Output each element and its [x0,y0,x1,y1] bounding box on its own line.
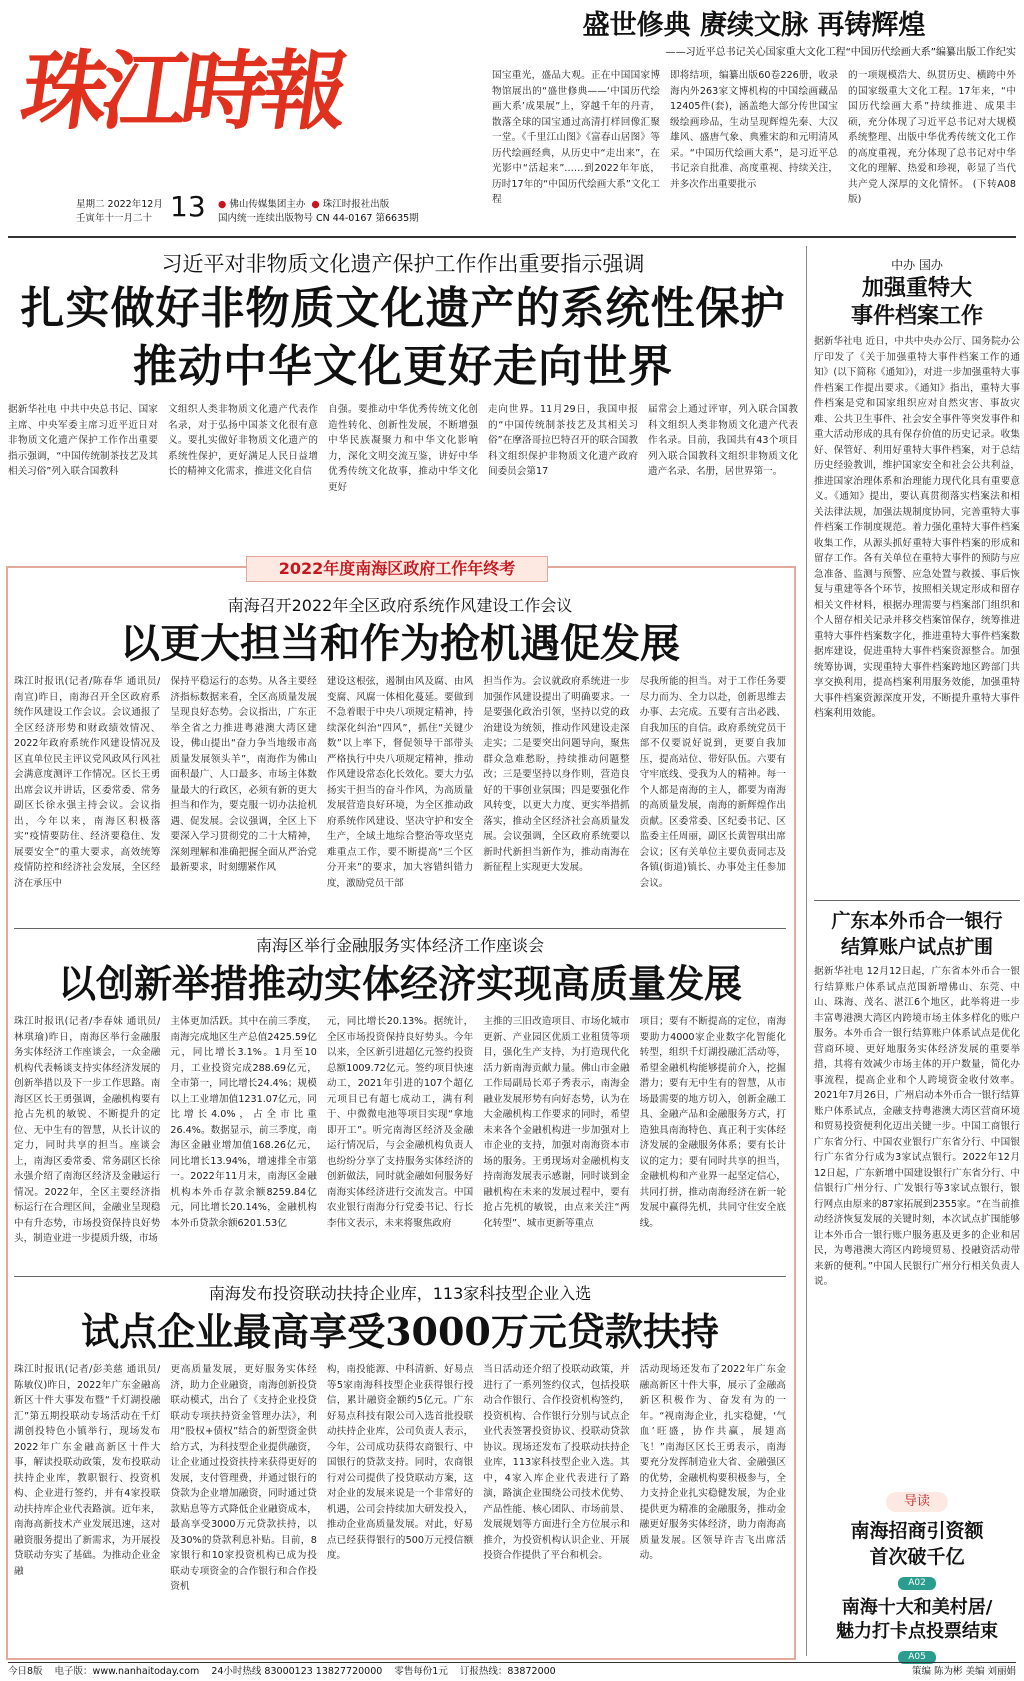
lead-title-2: 推动中华文化更好走向世界 [133,341,673,392]
guide-item-1-page: A02 [898,1577,936,1590]
right-article-2 [814,908,1020,1522]
story-2-col-1: 珠江时报讯(记者/李春妹 通讯员/林琪瑜)昨日，南海区举行金融服务实体经济工作座谈会，一众金融机构代表畅谈支持实体经济发展的创新举措以及下一步工作思路。南海区区长王勇强调，金融机构要有抢占先机的敏锐、不断提升的定位、无中生有的智慧，从长计议的定力，同时共享的担当。座谈会上，南海区委常委、常务副区长徐永强介绍了南海区经济及金融运行情况。2022年，全区主要经济指标运行在合理区间，金融业呈现稳中有升态势，市场投资保持良好势头，制造业进一步提质升级，市场 [14,1016,161,1244]
lead-title-1: 扎实做好非物质文化遗产的系统性保护 [20,283,786,334]
footer-website[interactable]: 电子版：www.nanhaitoday.com [54,1666,200,1677]
footer-editors: 策编 陈为彬 美编 刘丽娟 [911,1666,1016,1677]
footer-pages: 今日8版 [8,1666,43,1677]
top-story-col-2: 即将结项，编纂出版60卷226册，收录海内外263家文博机构的中国绘画藏品12405件(套)，涵盖绝大部分传世国宝级绘画珍品，生动呈现辉煌先秦、大汉雄风、盛唐气象、典雅宋韵和元明清风采。“中国历代绘画大系”，是习近平总书记亲自批准、高度重视、持续关注，并多次作出重要批示 [670,70,838,190]
date-block [76,198,163,226]
sponsor-logo-icon: ● [218,199,227,210]
right-article-1-text: 据新华社电 近日，中共中央办公厅、国务院办公厅印发了《关于加强重特大事件档案工作的通知》(以下简称《通知》)，对进一步加强重特大事件档案工作提出要求。《通知》指出，重特大事件档案是党和国家组织应对自然灾害、事故灾难、公共卫生事件、社会安全事件等突发事件和重大活动形成的具有保存价值的历史记录。收集好、保管好、利用好重特大事件档案，对于总结历史经验教训，维护国家安全和社会公共利益，推进国家治理体系和治理能力现代化具有重要意义。《通知》提出，要认真贯彻落实档案法和相关法律法规，加强法规制度协同，完善重特大事件档案工作制度规范。着力强化重特大事件档案收集工作，从源头抓好重特大事件档案的形成和留存工作。各有关单位在重特大事件的预防与应急准备、监测与预警、应急处置与救援、事后恢复与重建等各个环节，按照相关规定形成和留存相关文件材料，根据办理需要与档案部门组织和个人留存相关记录并移交档案馆保存，统筹推进重特大事件档案数字化，推进重特大事件档案数据库建设，促进重特大事件档案资源整合。加强统筹协调，实现重特大事件档案跨地区跨部门共享交换利用，提高档案利用服务效能，加强重特大事件档案资源深度开发，不断提升重特大事件档案利用效能。 [814,336,1020,719]
story-2 [14,934,786,1262]
sponsor-1: 佛山传媒集团主办 [229,199,306,210]
story-1-title: 以更大担当和作为抢机遇促发展 [120,620,680,667]
story-2-col-2: 主体更加活跃。其中在前三季度，南海完成地区生产总值2425.59亿元，同比增长3.1%。1月至10月，工业投资完成288.69亿元，全市第一，同比增长24.4%；规模以上工业增加值1231.07亿元，同比增长4.0%，占全市比重26.4%。数据显示，前三季度，南海区金融业增加值168.26亿元，同比增长13.94%，增速排全市第一。2022年11月末，南海区金融机构本外币存款余额8259.84亿元，同比增长20.14%，金融机构本外币贷款余额6201.53亿 [170,1016,317,1229]
sponsor-block [218,198,488,226]
guide-item-2-title-1: 南海十大和美村居/ [841,1597,993,1618]
footer [8,1665,1016,1679]
story-3-kicker: 南海发布投资联动扶持企业库，113家科技型企业入选 [208,1284,592,1303]
story-2-col-5: 项目；要有不断提高的定位，南海要助力4000家企业数字化智能化转型，组织千灯湖投融汇活动等，希望金融机构能够提前介入，挖掘潜力；要有无中生有的智慧，从市场最需要的地方切入，创新金融工具、金融产品和金融服务方式，打造独具南海特色、真正利于实体经济发展的金融服务体系；要有长计议的定力；要有同时共享的担当，金融机构和产业界一起坚定信心，共同打拼，推动南海经济在新一轮发展中赢得先机，共同守住安全底线。 [639,1016,787,1229]
story-1-kicker: 南海召开2022年全区政府系统作风建设工作会议 [227,596,573,615]
guide-item-1-title-1: 南海招商引资额 [850,1520,984,1542]
right-divider-1 [814,900,1020,901]
top-story-col-3 [848,68,1016,223]
right-article-2-text: 据新华社电 12月12日起，广东省本外币合一银行结算账户体系试点范围新增佛山、东莞、中山、珠海、茂名、湛江6个地区，此举将进一步丰富粤港澳大湾区内跨境市场主体多样化的账户服务。本外币合一银行结算账户体系试点是优化营商环境、更好地服务实体经济发展的重要举措，其将有效减少市场主体的开户数量，简化办事流程，提高企业和个人跨境资金收付效率。2021年7月26日，广州启动本外币合一银行结算账户体系试点，金融支持粤港澳大湾区营商环境和贸易投资便利化迈出关键一步。中国工商银行广东省分行、中国农业银行广东省分行、中国银行广东省分行成为3家试点银行。2022年12月12日起，广东新增中国建设银行广东省分行、中信银行广州分行、广发银行等3家试点银行，银行网点由原来的87家拓展到2355家。“在当前推动经济恢复发展的关键时刻，本次试点扩围能够让本外币合一银行账户服务惠及更多的企业和居民，为粤港澳大湾区内跨境贸易、投融资活动带来新的便利。”中国人民银行广州分行相关负责人说。 [814,966,1020,1287]
special-label-text: 2022年度南海区政府工作年终考 [278,559,516,578]
story-divider-1 [14,928,786,929]
right-article-1-title-1: 加强重特大 [861,275,972,301]
masthead-divider [8,236,1016,238]
newspaper-logo [15,42,349,142]
guide-item-2[interactable] [814,1596,1020,1664]
top-story [492,8,1016,232]
story-3-col-3: 构，南投能源、中科清新、好易点等5家南海科技型企业获得银行授信，累计融资金额约5亿元。广东好易点科技有限公司入选首批投联动扶持企业库，公司负责人表示，今年，公司成功获得农商银行、中国银行的贷款支持。同时，农商银行对公司提供了投贷联动方案，这对企业的发展来说是一个非常好的机遇，公司会持续加大研发投入，推动企业高质量发展。对此，好易点已经获得银行的500万元授信额度。 [326,1364,474,1561]
story-divider-2 [14,1276,786,1277]
masthead [14,6,488,232]
footer-hotline: 24小时热线 83000123 13827720000 [211,1666,383,1677]
guide-item-1[interactable] [814,1518,1020,1590]
jump-link[interactable]: (下转A08版) [848,178,1016,205]
guide-item-1-title-2: 首次破千亿 [869,1546,965,1568]
story-3-col-1: 珠江时报讯(记者/彭美慈 通讯员/陈敏仪)昨日，2022年广东金融高新区十件大事发布暨“千灯湖投融汇”第五期投联动专场活动在千灯湖创投特色小镇举行，现场发布2022年广东金融高新区十件大事，解读投联动政策，发布投联动扶持企业库，教职银行、投资机构、企业进行签约，并有4家投联动扶持库企业代表路演。近年来，南海高新技术产业发展迅速，这对融资服务提出了新需求，为开展投贷联动夯实了基础。为推动企业金融 [14,1364,161,1577]
top-story-col-3-text: 的一项规模浩大、纵贯历史、横跨中外的国家级重大文化工程。17年来，“中国历代绘画大系”持续推进、成果丰硕，充分体现了习近平总书记对大规模系统整理、出版中华优秀传统文化工作的高度重视，充分体现了总书记对中华文化的理解、热爱和珍视，彰显了当代共产党人深厚的文化情怀。 [848,70,1016,190]
story-1-col-3: 建设这根弦，遏制由风及腐、由风变腐、风腐一体相化蔓延。要做到不急着眼于中央八项规定精神，持续深化纠治“四风”，抓住“关键少数”以上率下，督促领导干部带头严格执行中央八项规定精神，推动作风建设常态化长效化。要大力弘扬实干担当的奋斗作风，为高质量发展营造良好环境，为全区推动政府系统作风建设、坚决守护和安全生产，全域土地综合整治等攻坚克难重点工作，要不断提高“三个区分开来”的要求，加大容错纠错力度，激励党员干部 [326,676,474,889]
story-3-col-2: 更高质量发展，更好服务实体经济，助力企业融资，南海创新投贷联动模式，出台了《支持企业投贷联动专项扶持资金管理办法》，利用“股权+债权”结合的新型资金供给方式，为科技型企业提供融资，让企业通过投资扶持来获得更好的发展，支付管理费，并通过银行的贷款为企业增加融资，同时通过贷款贴息等方式降低企业融资成本，最高享受3000万元贷款扶持，以及30%的贷款利息补贴。目前，8家银行和10家投资机构已成为投联动专项资金的合作银行和合作投资机 [170,1364,317,1592]
story-1 [14,594,786,914]
story-1-col-1: 珠江时报讯(记者/陈春华 通讯员/南宣)昨日，南海召开全区政府系统作风建设工作会议。会议通报了全区经济形势和财政绩效情况、2022年政府系统作风建设情况及区直单位民主评议党风政风行风社会满意度测评工作情况。区长王勇出席会议并讲话，区委常委、常务副区长徐永强主持会议。会议指出，今年以来，南海区积极落实“疫情要防住、经济要稳住、发展要安全”的重大要求，高效统筹疫情防控和经济社会发展，全区经济在承压中 [14,676,161,889]
right-article-2-title-1: 广东本外币合一银行 [831,910,1003,932]
story-3-col-5: 活动现场还发布了2022年广东金融高新区十件大事，展示了金融高新区积极作为、奋发有为的一年。“视南海企业，扎实稳健，‘气血’旺盛，协作共赢，展翅高飞！”南海区区长王勇表示，南海要充分发挥制造业大省、金融强区的优势，金融机构要积极参与，全力支持企业扎实稳健发展，为企业提供更为精准的金融服务，推动金融更好服务实体经济，助力南海高质量发展。区领导许吉飞出席活动。 [639,1364,787,1561]
guide-label: 导读 [886,1492,948,1512]
lunar-date: 壬寅年十一月二十 [76,213,153,224]
story-3-col-4: 当日活动还介绍了投联动政策，并进行了一系列签约仪式，包括投联动合作银行、合作投资机构签约，投资机构、合作银行分别与试点企业代表签署投资协议、投联动贷款协议。现场还发布了投联动扶持企业库，113家科技型企业入选。其中，4家入库企业代表进行了路演，路演企业围绕公司技术优势、产品性能、核心团队、市场前景、发展规划等方面进行全方位展示和推介，为投资机构认识企业、开展投资合作提供了平台和机会。 [483,1364,630,1561]
story-2-title: 以创新举措推动实体经济实现高质量发展 [57,961,742,1006]
lead-col-1: 据新华社电 中共中央总书记、国家主席、中央军委主席习近平近日对非物质文化遗产保护工作作出重要指示强调，“中国传统制茶技艺及其相关习俗”列入联合国教科 [8,404,158,477]
lead-col-2: 文组织人类非物质文化遗产代表作名录，对于弘扬中国茶文化很有意义。要扎实做好非物质文化遗产的系统性保护，更好满足人民日益增长的精神文化需求，推进文化自信 [168,404,318,477]
lead-col-3: 自强。要推动中华优秀传统文化创造性转化、创新性发展，不断增强中华民族凝聚力和中华文化影响力，深化文明交流互鉴，讲好中华优秀传统文化故事，推动中华文化更好 [328,404,478,493]
story-1-col-5: 尽我所能的担当。对于工作任务要尽力而为、全力以赴，创新思维去办事、去完成。五要有言出必践、自我加压的自信。政府系统党员干部不仅要说好说到，更要自我加压，提高站位、带好队伍。六要有守牢底线、受我为人的精神。每一个人都是南海的主人，都要为南海的高质量发展，南海的新辉煌作出贡献。区委常委、区纪委书记、区监委主任周丽，副区长黄智琪出席会议；区有关单位主要负责同志及各镇(街道)镇长、办事处主任参加会议。 [639,676,787,889]
footer-price: 零售每份1元 [394,1666,448,1677]
logo-text: 珠江時報 [14,41,350,142]
top-story-col-1: 国宝重光，盛品大观。正在中国国家博物馆展出的“盛世修典——‘中国历代绘画大系’成果展”上，穿越千年的丹青，散落全球的国宝通过高清打样回像汇聚一堂。《千里江山图》《富春山居图》等历代绘画经典，从历史中“走出来”，在光影中“活起来”……到2022年年底，历时17年的“中国历代绘画大系”文化工程 [492,70,660,205]
footer-subscribe: 订报热线：83872000 [459,1666,556,1677]
weekday: 星期二 [76,199,105,210]
right-article-1-title-2: 事件档案工作 [850,303,983,329]
story-2-col-3: 元，同比增长20.13%。据统计，全区市场投资保持良好势头。今年以来，全区新引进超亿元签约投资总额1009.72亿元。签约项目快速动工，2021年引进的107个超亿元项目已有超七成动工，满有利于、中微微电池等项目实现“拿地即开工”。听完南海区经济及金融运行情况后，与会金融机构负责人也纷纷分享了支持服务实体经济的创新做法，同时就金融如何服务好南海实体经济进行交流发言。中国农业银行南海分行党委书记、行长李伟文表示，未来将聚焦政府 [326,1016,474,1229]
story-1-col-2: 保持平稳运行的态势。从各主要经济指标数据来看，全区高质量发展呈现良好态势。会议指出，广东正举全省之力推进粤港澳大湾区建设，佛山提出“奋力争当地级市高质量发展领头羊”，南海作为佛山面积最广、人口最多、市场主体数量最大的行政区，必须有新的更大担当和作为，要克服一切办法抢机遇、促发展。会议强调，全区上下要深入学习贯彻党的二十大精神，深刻理解和准确把握全面从严治党最新要求，时刻绷紧作风 [170,676,317,873]
guide-item-2-page: A05 [898,1651,936,1664]
date-line: 2022年12月 [107,199,163,210]
right-article-1 [814,256,1020,877]
lead-story [8,248,798,528]
guide-box [814,1490,1020,1662]
sponsor-2: 珠江时报社出版 [322,199,390,210]
story-3-title: 试点企业最高享受3000万元贷款扶持 [81,1309,719,1354]
story-3 [14,1282,786,1642]
story-2-kicker: 南海区举行金融服务实体经济工作座谈会 [255,936,544,955]
footer-divider [8,1662,1016,1663]
cn-number: 国内统一连续出版物号 CN 44-0167 第6635期 [218,213,419,224]
story-1-col-4: 担当作为。会议就政府系统进一步加强作风建设提出了明确要求。一是要强化政治引领，坚持以党的政治建设为统领，推动作风建设走深走实；二是要突出问题导向，聚焦群众急难愁盼，持续推动问题整改；三是要坚持以身作则，营造良好的干事创业氛围；四是要强化作风转变，以更大力度、更实举措抓落实，推动全区经济社会高质量发展。会议强调，全区政府系统要以新时代新担当新作为，推动南海在新征程上实现更大发展。 [483,676,630,873]
guide-item-2-title-2: 魅力打卡点投票结束 [836,1621,998,1642]
lead-col-4: 走向世界。11月29日，我国申报的“中国传统制茶技艺及其相关习俗”在摩洛哥拉巴特召开的联合国教科文组织保护非物质文化遗产政府间委员会第17 [488,404,638,477]
right-article-1-kicker: 中办 国办 [891,258,943,272]
lead-col-5: 届常会上通过评审，列入联合国教科文组织人类非物质文化遗产代表作名录。目前，我国共有43个项目列入联合国教科文组织非物质文化遗产名录、名册，居世界第一。 [648,404,798,477]
story-2-col-4: 主推的三旧改造项目、市场化城市更新、产业园区优质工业租赁等项目，强化生产支持，为打造现代化活力新南海贡献力量。佛山市金融工作局副局长邓子秀表示，南海金融业发展形势有向好态势，认为在大金融机构工作要求的同时，希望未来各个金融机构进一步加强对上市企业的支持，加强对南海资本市场的服务。王勇现场对金融机构支持南海发展表示感谢，同时谈到金融机构在未来的发展过程中，要有抢占先机的敏锐，由点来关注“两化转型”、城市更新等重点 [483,1016,630,1229]
top-story-title: 盛世修典 赓续文脉 再铸辉煌 [582,10,926,41]
publisher-logo-icon: ● [311,199,320,210]
right-column-divider [806,246,807,1656]
top-story-subtitle: ——习近平总书记关心国家重大文化工程“中国历代绘画大系”编纂出版工作纪实 [665,47,1016,58]
right-article-2-title-2: 结算账户试点扩围 [840,936,993,958]
lead-kicker: 习近平对非物质文化遗产保护工作作出重要指示强调 [161,252,645,276]
special-label [246,556,548,582]
day-number: 13 [170,190,206,223]
